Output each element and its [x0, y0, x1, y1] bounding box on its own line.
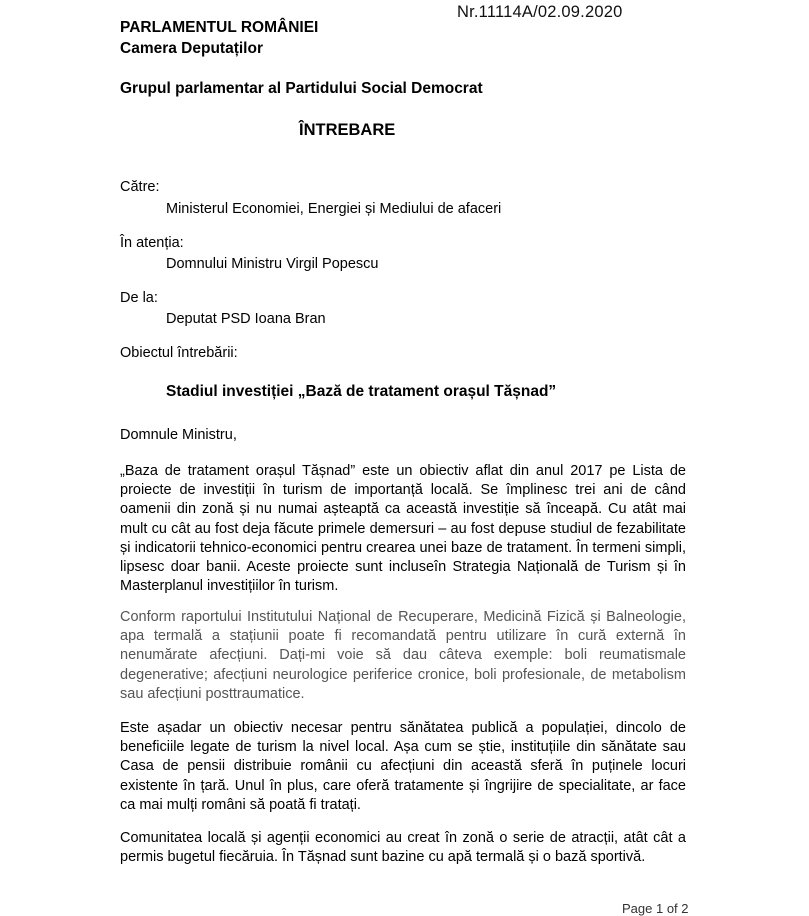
to-label: Către:	[120, 179, 160, 195]
from-label: De la:	[120, 290, 158, 306]
paragraph-3: Este așadar un obiectiv necesar pentru sănătatea publică a populației, dincolo de beneficiile legate de turism la nivel local. Așa cum se știe, instituțiile din sănătate sau Casa de pensii distribuie românii cu afecțiuni din această sferă în puținele locuri existente în țară. Unul în plus, care oferă tratamente și îngrijire de specialitate, ar face ca mai mulți români să poată fi tratați.	[120, 720, 686, 813]
paragraph-4: Comunitatea locală și agenții economici au creat în zonă o serie de atracții, atât cât a permis bugetul fiecăruia. În Tășnad sunt bazine cu apă termală și o bază sportivă.	[120, 830, 686, 866]
attention-value: Domnului Ministru Virgil Popescu	[166, 256, 379, 272]
chamber-name: Camera Deputaților	[120, 40, 263, 57]
document-title: ÎNTREBARE	[299, 121, 396, 139]
object-label: Obiectul întrebării:	[120, 345, 238, 361]
from-value: Deputat PSD Ioana Bran	[166, 311, 326, 327]
paragraph-1: „Baza de tratament orașul Tășnad” este un obiectiv aflat din anul 2017 pe Lista de proiecte de investiții în turism de importanță locală. Se împlinesc trei ani de când oamenii din zonă și nu numai așteaptă ca această investiție să înceapă. Cu atât mai mult cu cât au fost deja făcute primele demersuri – au fost depuse studiul de fezabilitate și indicatorii tehnico-economici pentru crearea unei baze de tratament. În termeni simpli, lipsesc doar banii. Aceste proiecte sunt incluseîn Strategia Națională de Turism și în Masterplanul investițiilor în turism.	[120, 463, 686, 595]
parliamentary-group: Grupul parlamentar al Partidului Social Democrat	[120, 80, 483, 97]
salutation: Domnule Ministru,	[120, 427, 237, 443]
to-value: Ministerul Economiei, Energiei și Mediului de afaceri	[166, 201, 502, 217]
page-footer: Page 1 of 2	[622, 901, 689, 916]
attention-label: În atenția:	[120, 235, 184, 251]
paragraph-2: Conform raportului Institutului Național de Recuperare, Medicină Fizică și Balneologie, apa termală a stațiunii poate fi recomandată pentru utilizare în cură externă în nenumărate afecțiuni. Dați-mi voie să dau câteva exemple: boli reumatismale degenerative; afecțiuni neurologice periferice cronice, boli profesionale, de metabolism sau afecțiuni posttraumatice.	[120, 609, 686, 702]
question-subject: Stadiul investiției „Bază de tratament orașul Tășnad”	[166, 383, 557, 400]
institution-name: PARLAMENTUL ROMÂNIEI	[120, 19, 319, 36]
registration-number: Nr.11114A/02.09.2020	[457, 3, 623, 21]
